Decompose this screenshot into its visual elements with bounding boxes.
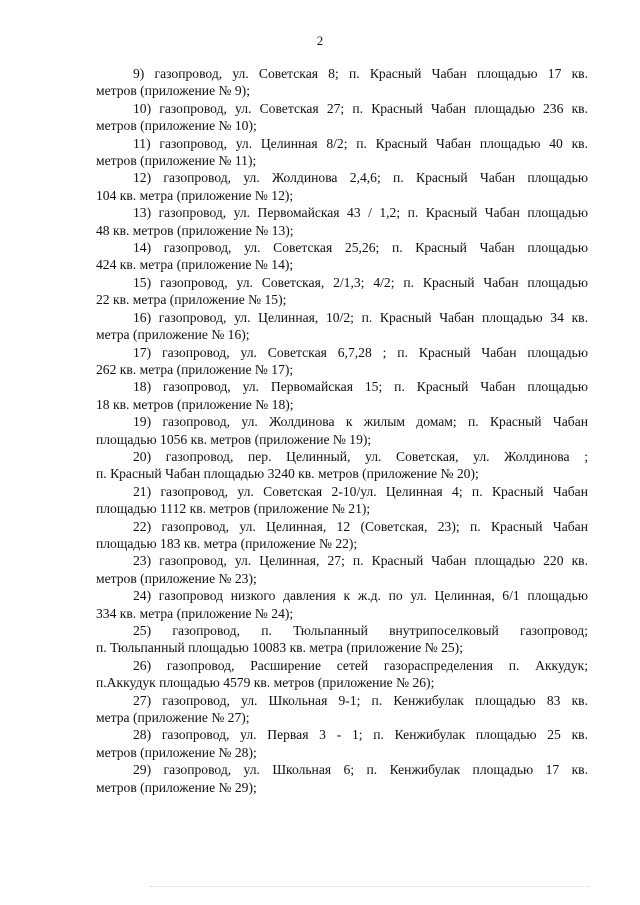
list-item bbox=[96, 657, 588, 692]
item-second-line: метров (приложение № 29); bbox=[96, 779, 257, 795]
item-first-line: 22) газопровод, ул. Целинная, 12 (Советская, 23); п. Красный Чабан bbox=[133, 518, 588, 534]
item-first-line: 26) газопровод, Расширение сетей газораспределения п. Аккудук; bbox=[133, 657, 588, 673]
list-item bbox=[96, 622, 588, 657]
item-first-line: 28) газопровод, ул. Первая 3 - 1; п. Кенжибулак площадью 25 кв. bbox=[133, 727, 588, 743]
item-first-line: 17) газопровод, ул. Советская 6,7,28 ; п. Красный Чабан площадью bbox=[133, 344, 588, 360]
list-item bbox=[96, 274, 588, 309]
item-second-line: 104 кв. метра (приложение № 12); bbox=[96, 187, 294, 203]
list-item bbox=[96, 413, 588, 448]
item-second-line: 334 кв. метра (приложение № 24); bbox=[96, 605, 294, 621]
item-second-line: метра (приложение № 16); bbox=[96, 327, 250, 343]
item-second-line: 424 кв. метра (приложение № 14); bbox=[96, 257, 294, 273]
list-item bbox=[96, 448, 588, 483]
item-second-line: площадью 1056 кв. метров (приложение № 19); bbox=[96, 431, 372, 447]
item-second-line: метров (приложение № 11); bbox=[96, 153, 257, 169]
item-first-line: 23) газопровод, ул. Целинная, 27; п. Красный Чабан площадью 220 кв. bbox=[133, 553, 588, 569]
list-item bbox=[96, 692, 588, 727]
item-first-line: 11) газопровод, ул. Целинная 8/2; п. Красный Чабан площадью 40 кв. bbox=[133, 135, 588, 151]
list-item bbox=[96, 65, 588, 100]
list-item bbox=[96, 726, 588, 761]
list-item bbox=[96, 587, 588, 622]
item-first-line: 29) газопровод, ул. Школьная 6; п. Кенжибулак площадью 17 кв. bbox=[133, 762, 588, 778]
item-second-line: п. Красный Чабан площадью 3240 кв. метров (приложение № 20); bbox=[96, 466, 479, 482]
list-item bbox=[96, 100, 588, 135]
item-second-line: 48 кв. метров (приложение № 13); bbox=[96, 222, 294, 238]
item-first-line: 13) газопровод, ул. Первомайская 43 / 1,2; п. Красный Чабан площадью bbox=[133, 205, 588, 221]
item-first-line: 18) газопровод, ул. Первомайская 15; п. Красный Чабан площадью bbox=[133, 379, 588, 395]
item-second-line: п.Аккудук площадью 4579 кв. метров (приложение № 26); bbox=[96, 675, 435, 691]
item-first-line: 15) газопровод, ул. Советская, 2/1,3; 4/2; п. Красный Чабан площадью bbox=[133, 274, 588, 290]
item-second-line: площадью 1112 кв. метров (приложение № 21); bbox=[96, 501, 371, 517]
pipeline-list bbox=[96, 65, 588, 796]
item-first-line: 24) газопровод низкого давления к ж.д. по ул. Целинная, 6/1 площадью bbox=[133, 588, 588, 604]
item-second-line: метров (приложение № 9); bbox=[96, 83, 250, 99]
list-item bbox=[96, 552, 588, 587]
item-first-line: 27) газопровод, ул. Школьная 9-1; п. Кенжибулак площадью 83 кв. bbox=[133, 692, 588, 708]
list-item bbox=[96, 518, 588, 553]
list-item bbox=[96, 239, 588, 274]
list-item bbox=[96, 483, 588, 518]
item-first-line: 10) газопровод, ул. Советская 27; п. Красный Чабан площадью 236 кв. bbox=[133, 100, 588, 116]
item-first-line: 12) газопровод, ул. Жолдинова 2,4,6; п. Красный Чабан площадью bbox=[133, 170, 588, 186]
list-item bbox=[96, 204, 588, 239]
item-first-line: 25) газопровод, п. Тюльпанный внутрипоселковый газопровод; bbox=[133, 623, 588, 638]
list-item bbox=[96, 309, 588, 344]
item-second-line: метров (приложение № 10); bbox=[96, 118, 257, 134]
item-second-line: 22 кв. метра (приложение № 15); bbox=[96, 292, 287, 308]
list-item bbox=[96, 135, 588, 170]
item-second-line: метра (приложение № 27); bbox=[96, 710, 250, 726]
item-first-line: 9) газопровод, ул. Советская 8; п. Красный Чабан площадью 17 кв. bbox=[133, 66, 588, 81]
item-first-line: 16) газопровод, ул. Целинная, 10/2; п. Красный Чабан площадью 34 кв. bbox=[133, 309, 588, 325]
item-first-line: 20) газопровод, пер. Целинный, ул. Советская, ул. Жолдинова ; bbox=[133, 448, 588, 464]
item-second-line: площадью 183 кв. метра (приложение № 22); bbox=[96, 535, 358, 551]
item-first-line: 14) газопровод, ул. Советская 25,26; п. Красный Чабан площадью bbox=[133, 240, 588, 256]
list-item bbox=[96, 761, 588, 796]
item-first-line: 21) газопровод, ул. Советская 2-10/ул. Целинная 4; п. Красный Чабан bbox=[133, 483, 588, 499]
item-second-line: 18 кв. метров (приложение № 18); bbox=[96, 396, 294, 412]
item-second-line: п. Тюльпанный площадью 10083 кв. метра (приложение № 25); bbox=[96, 640, 463, 656]
list-item bbox=[96, 378, 588, 413]
item-first-line: 19) газопровод, ул. Жолдинова к жилым домам; п. Красный Чабан bbox=[133, 414, 588, 430]
item-second-line: метров (приложение № 28); bbox=[96, 744, 257, 760]
item-second-line: 262 кв. метра (приложение № 17); bbox=[96, 361, 294, 377]
list-item bbox=[96, 169, 588, 204]
page-number: 2 bbox=[316, 33, 324, 48]
footer-scan-artifact bbox=[150, 886, 590, 893]
item-second-line: метров (приложение № 23); bbox=[96, 570, 257, 586]
list-item bbox=[96, 344, 588, 379]
